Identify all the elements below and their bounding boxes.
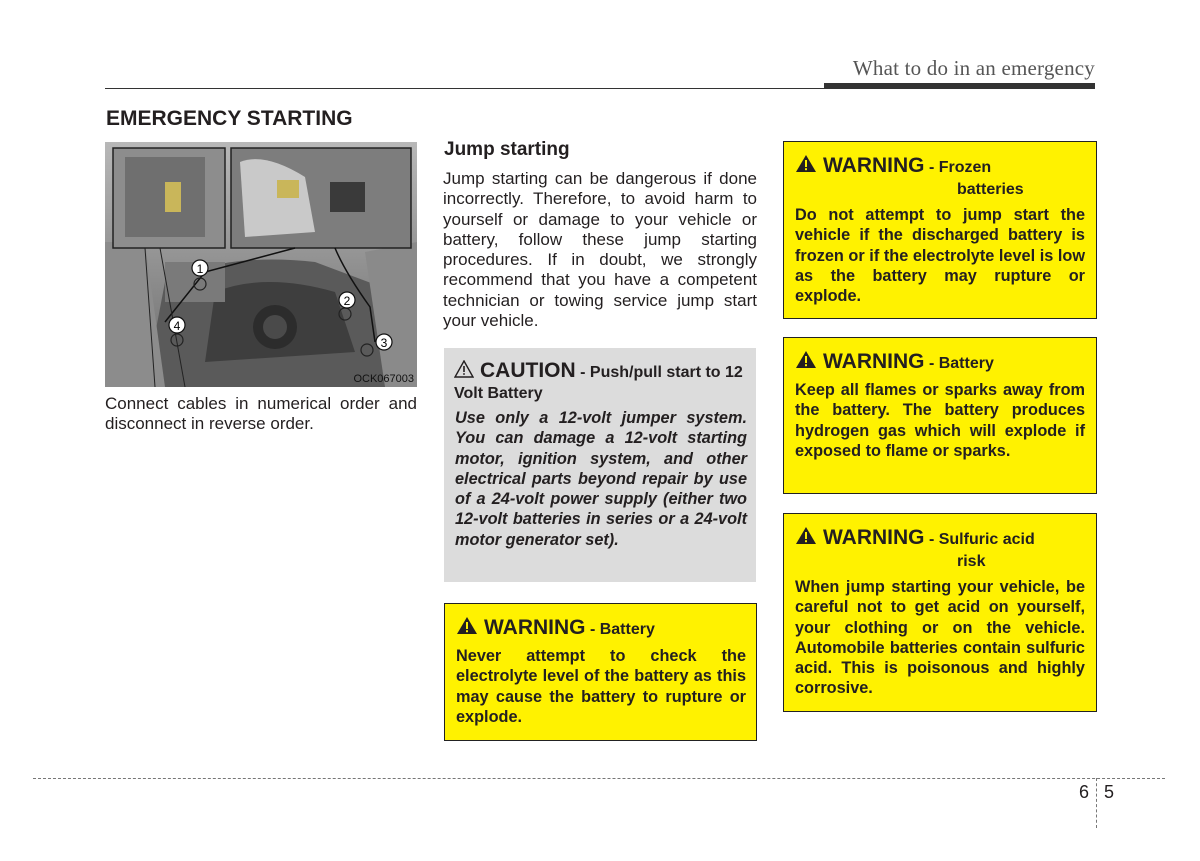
warning-label: WARNING	[823, 526, 925, 549]
footer-rule	[33, 778, 1165, 779]
warning-topic-continued: batteries	[957, 181, 1024, 198]
warning-heading	[456, 616, 655, 641]
warning-body: Never attempt to check the electrolyte level of the battery as this may cause the battery to rupture or explode.	[456, 647, 746, 726]
warning-heading	[795, 526, 1035, 572]
warning-triangle-icon	[795, 526, 817, 551]
warning-body: Do not attempt to jump start the vehicle if the discharged battery is frozen or if the electrolyte level is low as the battery may rupture or explode.	[795, 206, 1085, 306]
warning-topic: - Frozen	[924, 159, 992, 176]
jump-starting-body: Jump starting can be dangerous if done incorrectly. Therefore, to avoid harm to yourself or damage to your vehicle or battery, follow these jump starting procedures. If in doubt, we strongly recommend that you have a competent technician or towing service jump start your vehicle.	[443, 169, 757, 331]
warning-label: WARNING	[823, 350, 925, 373]
warning-triangle-icon	[456, 616, 478, 641]
jump-starting-heading: Jump starting	[444, 139, 570, 160]
callout-1	[192, 260, 208, 276]
warning-topic: - Sulfuric acid	[924, 531, 1035, 548]
warning-body: When jump starting your vehicle, be careful not to get acid on yourself, your clothing or on the vehicle. Automobile batteries contain sulfuric acid. This is poisonous and highly corrosive.	[795, 578, 1085, 698]
svg-text:2: 2	[343, 294, 351, 308]
callout-4	[169, 317, 185, 333]
caution-triangle-icon	[454, 360, 474, 384]
header-rule-accent	[824, 83, 1095, 89]
figure-callouts	[105, 142, 417, 387]
warning-triangle-icon	[795, 350, 817, 375]
warning-heading	[795, 350, 994, 375]
svg-text:4: 4	[173, 319, 181, 333]
warning-body: Keep all flames or sparks away from the battery. The battery produces hydrogen gas which will explode if exposed to flame or sparks.	[795, 381, 1085, 460]
warning-label: WARNING	[484, 616, 586, 639]
callout-3	[376, 334, 392, 350]
warning-triangle-icon	[795, 154, 817, 179]
warning-topic: - Battery	[585, 621, 655, 638]
caution-label: CAUTION	[480, 359, 576, 382]
caution-topic: - Push/pull start to 12 Volt Battery	[454, 364, 743, 402]
warning-box-frozen-batteries	[783, 141, 1097, 319]
svg-text:3: 3	[380, 336, 388, 350]
warning-label: WARNING	[823, 154, 925, 177]
warning-box-battery-check	[444, 603, 757, 741]
warning-topic-continued: risk	[957, 553, 986, 570]
page-number: 5	[1104, 782, 1115, 802]
running-header: What to do in an emergency	[852, 56, 1095, 80]
caution-body: Use only a 12-volt jumper system. You can damage a 12-volt starting motor, ignition system, and other electrical parts beyond repair by use of a 24-volt power supply (either two 12-volt batteries in series or a 24-volt motor generator set).	[455, 409, 747, 549]
footer-divider	[1096, 778, 1097, 828]
section-title: EMERGENCY STARTING	[106, 107, 353, 130]
warning-box-sulfuric-acid	[783, 513, 1097, 712]
caution-heading	[454, 360, 750, 404]
figure-code: OCK067003	[353, 373, 414, 385]
svg-text:1: 1	[196, 262, 204, 276]
warning-heading	[795, 154, 1024, 200]
figure-caption: Connect cables in numerical order and disconnect in reverse order.	[105, 394, 417, 433]
warning-topic: - Battery	[924, 355, 994, 372]
warning-box-battery-flames	[783, 337, 1097, 494]
callout-2	[339, 292, 355, 308]
page-chapter: 6	[1079, 782, 1090, 802]
caution-box	[444, 348, 756, 582]
engine-bay-photo	[105, 142, 417, 387]
